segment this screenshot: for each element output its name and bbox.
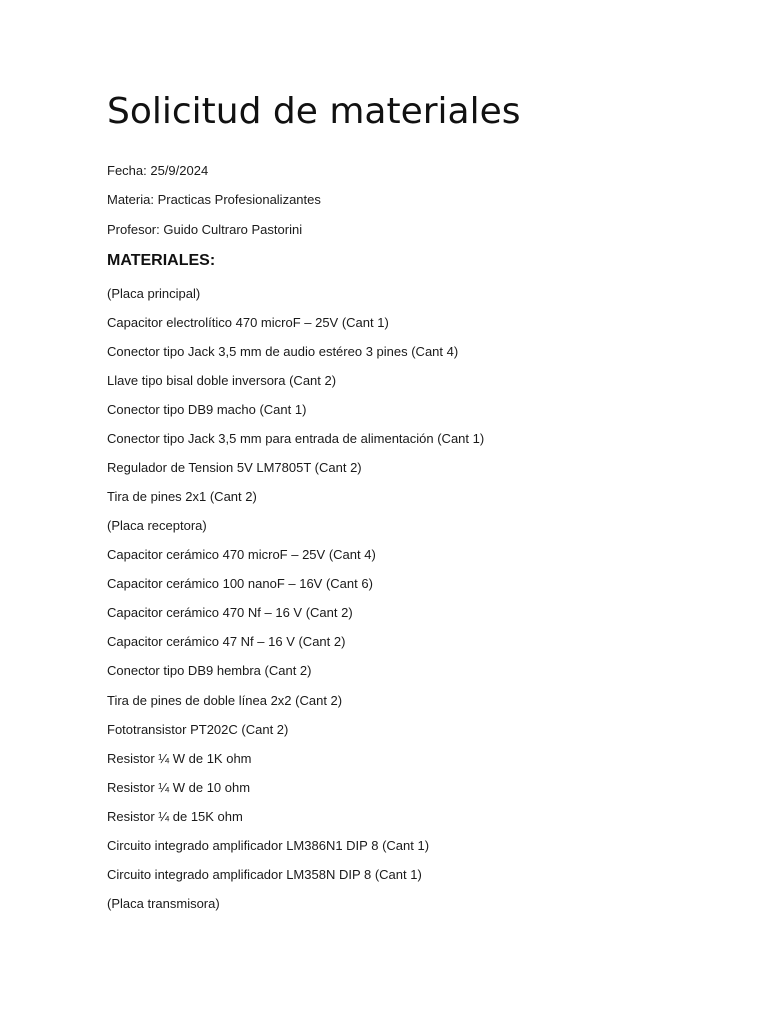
- document-title: Solicitud de materiales: [107, 91, 521, 132]
- list-item: Resistor ¼ W de 1K ohm: [107, 751, 252, 766]
- list-item: Fototransistor PT202C (Cant 2): [107, 722, 289, 737]
- materials-heading: MATERIALES:: [107, 252, 216, 269]
- list-item: Llave tipo bisal doble inversora (Cant 2): [107, 373, 337, 388]
- list-item: Capacitor cerámico 470 Nf – 16 V (Cant 2): [107, 605, 353, 620]
- list-item: Tira de pines 2x1 (Cant 2): [107, 489, 257, 504]
- date-line: Fecha: 25/9/2024: [107, 163, 209, 178]
- list-item: (Placa principal): [107, 286, 201, 301]
- list-item: Capacitor electrolítico 470 microF – 25V (Cant 1): [107, 315, 389, 330]
- list-item: Conector tipo DB9 macho (Cant 1): [107, 402, 307, 417]
- list-item: Tira de pines de doble línea 2x2 (Cant 2): [107, 693, 343, 708]
- list-item: Circuito integrado amplificador LM358N DIP 8 (Cant 1): [107, 867, 422, 882]
- list-item: Resistor ¼ W de 10 ohm: [107, 780, 251, 795]
- list-item: Capacitor cerámico 470 microF – 25V (Cant 4): [107, 547, 376, 562]
- subject-line: Materia: Practicas Profesionalizantes: [107, 192, 321, 207]
- list-item: Resistor ¼ de 15K ohm: [107, 809, 243, 824]
- list-item: Capacitor cerámico 100 nanoF – 16V (Cant 6): [107, 576, 373, 591]
- list-item: Conector tipo DB9 hembra (Cant 2): [107, 663, 312, 678]
- list-item: Conector tipo Jack 3,5 mm para entrada de alimentación (Cant 1): [107, 431, 485, 446]
- list-item: Regulador de Tension 5V LM7805T (Cant 2): [107, 460, 362, 475]
- list-item: Conector tipo Jack 3,5 mm de audio estéreo 3 pines (Cant 4): [107, 344, 459, 359]
- list-item: Capacitor cerámico 47 Nf – 16 V (Cant 2): [107, 634, 346, 649]
- list-item: (Placa transmisora): [107, 896, 220, 911]
- teacher-line: Profesor: Guido Cultraro Pastorini: [107, 222, 303, 237]
- list-item: Circuito integrado amplificador LM386N1 DIP 8 (Cant 1): [107, 838, 430, 853]
- list-item: (Placa receptora): [107, 518, 207, 533]
